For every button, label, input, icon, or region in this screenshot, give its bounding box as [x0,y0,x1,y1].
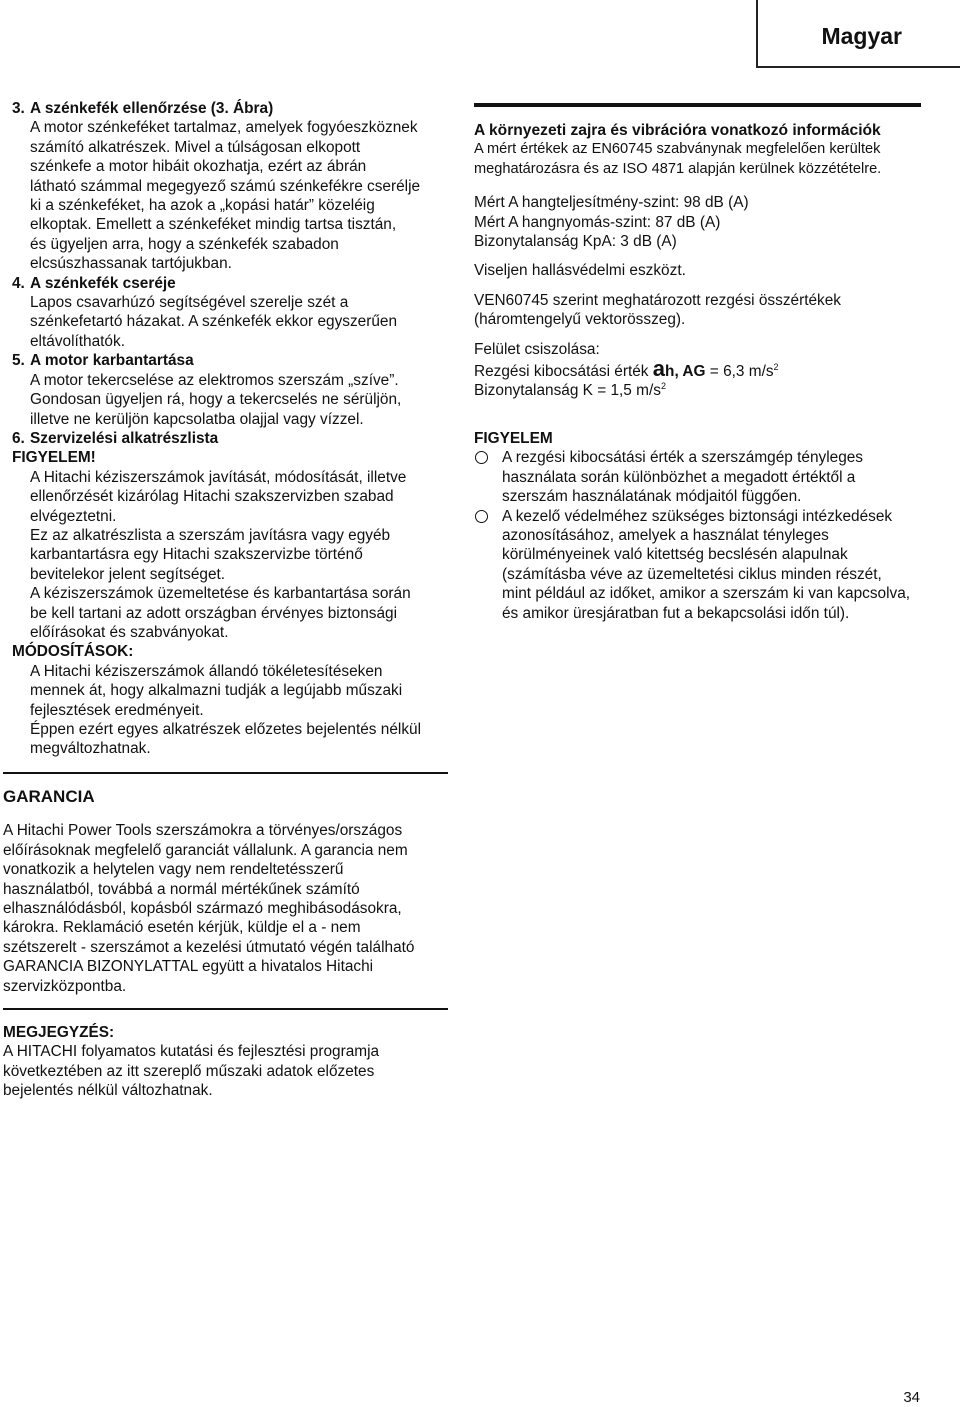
text-line: Lapos csavarhúzó segítségével szerelje szét a [30,294,349,312]
text-line: szénkefe a motor hibáit okozhatja, ezért az ábrán [30,158,367,176]
hearing-protection-text: Viseljen hallásvédelmi eszközt. [474,262,686,280]
text-line: A mért értékek az EN60745 szabványnak megfelelően kerültek [474,141,881,158]
circle-bullet-icon [475,451,488,464]
text-line: illetve ne kerüljön kapcsolatba olajjal vagy vízzel. [30,410,364,428]
text-line: fejlesztések eredményeit. [30,701,204,719]
text-line: A motor tekercselése az elektromos szerszám „szíve”. [30,371,399,389]
section-4-body [12,293,448,351]
bullet-item [474,507,921,623]
text-line: megváltozhatnak. [30,740,151,758]
vibration-symbol-h: h [665,363,675,381]
text-line: és ügyeljen arra, hogy a szénkefék szabadon [30,235,339,253]
text-line: A Hitachi kéziszerszámok állandó tökéletesítéseken [30,662,383,680]
section-6-body [12,448,448,759]
text-line: elvégeztetni. [30,507,117,525]
text-line: ki a szénkeféket, ha azok a „kopási határ” közeléig [30,197,375,215]
note-section [3,1008,448,1101]
uncertainty-value: Bizonytalanság K = 1,5 m/s [474,382,661,400]
vibration-exponent: 2 [773,362,779,373]
text-line: vonatkozik a helytelen vagy nem rendeltetésszerű [3,861,344,879]
text-line: GARANCIA BIZONYLATTAL együtt a hivatalos Hitachi [3,958,374,976]
text-line: szerszám használatának módjaitól függően. [502,488,802,506]
text-line: szervizközpontba. [3,977,127,995]
heavy-rule [474,103,921,107]
text-line: (számításba véve az üzemeltetési ciklus minden részét, [502,565,882,583]
section-3-body [12,118,448,273]
section-3-title: A szénkefék ellenőrzése (3. Ábra) [30,100,274,117]
text-line: használata során különbözhet a megadott értéktől a [502,468,856,486]
text-line: azonosításához, amelyek a használat tényleges [502,526,829,544]
warning-title: FIGYELEM [474,429,553,447]
text-line: A Hitachi Power Tools szerszámokra a törvényes/országos [3,822,403,840]
text-line: A kéziszerszámok üzemeltetése és karbantartása során [30,585,411,603]
text-line: elkoptak. Emellett a szénkeféket mindig tartsa tisztán, [30,216,397,234]
spacer [474,401,921,429]
language-tab [756,0,960,68]
text-line: A HITACHI folyamatos kutatási és fejlesztési programja [3,1043,380,1061]
section-5 [12,351,448,429]
section-4-title: A szénkefék cseréje [30,274,176,292]
noise-vibration-title: A környezeti zajra és vibrációra vonatkozó információk [474,122,881,139]
vibration-label: Rezgési kibocsátási érték [474,363,649,381]
text-line: bevitelekor jelent segítséget. [30,565,226,583]
section-6-heading [12,429,448,448]
text-line: mennek át, hogy alkalmazni tudják a legújabb műszaki [30,682,403,700]
text-line: A rezgési kibocsátási érték a szerszámgép tényleges [502,449,864,467]
page-number: 34 [903,1389,920,1406]
text-line: ellenőrzését kizárólag Hitachi szakszervizben szabad [30,488,394,506]
section-4-number: 4. [12,274,25,292]
warranty-title: GARANCIA [3,787,95,806]
left-column [12,99,448,759]
text-line: Éppen ezért egyes alkatrészek előzetes bejelentés nélkül [30,721,421,738]
text-line: körülményeinek való kitettség becslésén alapulnak [502,546,848,564]
spacer [474,179,921,193]
text-line: bejelentés nélkül változhatnak. [3,1082,213,1100]
section-6-title: Szervizelési alkatrészlista [30,429,219,447]
section-rule [3,772,448,774]
text-line: elcsúszhassanak tartójukban. [30,255,232,273]
noise-line: Mért A hangteljesítmény-szint: 98 dB (A) [474,194,749,212]
text-line: és amikor üresjáratban fut a bekapcsolási időn túl). [502,604,850,622]
bullet-item [474,448,921,506]
section-6-number: 6. [12,429,25,447]
noise-line: Bizonytalanság KpA: 3 dB (A) [474,233,677,251]
spacer [474,330,921,340]
noise-line: Mért A hangnyomás-szint: 87 dB (A) [474,213,721,231]
section-rule [3,1008,448,1010]
text-line: számító alkatrészek. Mivel a túlságosan elkopott [30,138,361,156]
text-line: VEN60745 szerint meghatározott rezgési összértékek [474,291,841,309]
spacer [474,251,921,261]
section-5-number: 5. [12,352,25,370]
uncertainty-exponent: 2 [660,381,666,392]
spacer [474,281,921,291]
text-line: következtében az itt szereplő műszaki adatok előzetes [3,1062,375,1080]
text-line: szétszerelt - szerszámot a kezelési útmutató végén található [3,938,415,956]
text-line: mint például az időket, amikor a szerszám ki van kapcsolva, [502,585,911,603]
section-5-heading [12,351,448,370]
section-3 [12,99,448,274]
text-line: (háromtengelyű vektorösszeg). [474,311,686,329]
section-3-heading [12,99,448,118]
text-line: használatból, továbbá a normál mértékűnek számító [3,880,360,898]
warning-title: FIGYELEM! [12,449,96,467]
text-line: A motor szénkeféket tartalmaz, amelyek fogyóeszköznek [30,119,418,137]
text-line: előírásokat és szabványokat. [30,623,229,641]
section-5-body [12,371,448,429]
text-line: A kezelő védelméhez szükséges biztonsági intézkedések [502,507,893,525]
vibration-symbol-a: a [652,356,666,382]
text-line: A Hitachi kéziszerszámok javítását, módosítását, illetve [30,468,407,486]
section-4-heading [12,274,448,293]
text-line: Ez az alkatrészlista a szerszám javításra vagy egyéb [30,526,391,544]
text-line: látható számmal megegyező számú szénkefékre cserélje [30,177,421,195]
note-title: MEGJEGYZÉS: [3,1024,115,1041]
text-line: karbantartásra egy Hitachi szakszervizbe történő [30,546,363,564]
circle-bullet-icon [475,510,488,523]
vibration-value: = 6,3 m/s [705,363,774,381]
text-line: károkra. Reklamáció esetén kérjük, küldje el a - nem [3,919,361,937]
section-6 [12,429,448,759]
text-line: elhasználódásból, kopásból származó meghibásodásokra, [3,900,402,918]
vibration-value-line [474,356,921,382]
language-label: Magyar [821,23,902,49]
text-line: be kell tartani az adott országban érvényes biztonsági [30,604,398,622]
warranty-section [3,772,448,996]
text-line: előírásoknak megfelelő garanciát vállalunk. A garancia nem [3,841,408,859]
surface-label: Felület csiszolása: [474,340,600,358]
section-3-number: 3. [12,100,25,117]
text-line: szénkefetartó házakat. A szénkefék ekkor egyszerűen [30,313,398,331]
text-line: eltávolíthatók. [30,332,125,350]
right-column [474,103,921,623]
section-5-title: A motor karbantartása [30,352,194,370]
text-line: Gondosan ügyeljen rá, hogy a tekercselés ne sérüljön, [30,391,402,409]
section-4 [12,274,448,352]
modifications-title: MÓDOSÍTÁSOK: [12,643,134,661]
vibration-symbol-ag: , AG [674,363,706,381]
text-line: meghatározásra és az ISO 4871 alapján kerülnek közzétételre. [474,160,882,177]
uncertainty-line [474,381,921,400]
